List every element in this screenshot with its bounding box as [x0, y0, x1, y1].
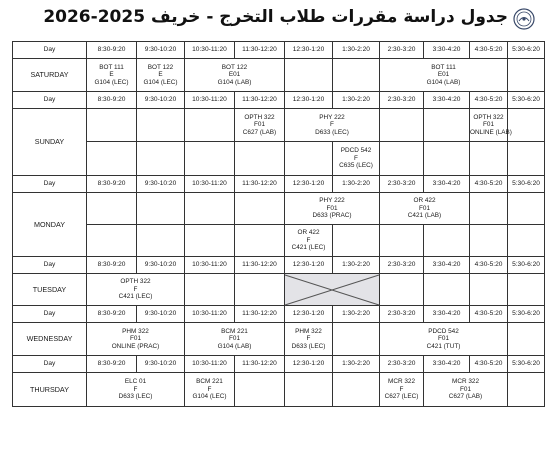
course-section: F: [330, 121, 334, 129]
empty-cell: [235, 225, 285, 257]
empty-cell: [380, 225, 424, 257]
course-code: ELC 01: [124, 378, 147, 386]
time-slot-header: 11:30-12:20: [235, 92, 285, 109]
course-section: F: [207, 385, 212, 393]
course-room: C627 (LAB): [242, 128, 277, 136]
empty-cell: [333, 373, 380, 407]
course-section: F: [133, 385, 138, 393]
empty-cell: [424, 225, 470, 257]
empty-cell: [508, 323, 545, 356]
empty-cell: [333, 323, 380, 356]
course-entry: [380, 323, 508, 356]
course-entry: [470, 109, 512, 142]
day-label-monday: MONDAY: [13, 193, 87, 257]
empty-cell: [424, 142, 470, 176]
time-slot-header: 4:30-5:20: [470, 306, 508, 323]
header-row: [13, 42, 545, 59]
empty-cell: [87, 142, 137, 176]
time-slot-header: 10:30-11:20: [185, 257, 235, 274]
time-slot-header: 9:30-10:20: [137, 306, 185, 323]
time-slot-header: 2:30-3:20: [380, 257, 424, 274]
course-room: C635 (LEC): [339, 162, 373, 170]
course-entry: [87, 59, 137, 92]
course-entry: [380, 373, 424, 407]
time-slot-header: 9:30-10:20: [137, 42, 185, 59]
header-day: Day: [13, 92, 87, 109]
course-room: C421 (LEC): [118, 293, 153, 301]
time-slot-header: 5:30-6:20: [508, 356, 545, 373]
empty-cell: [235, 193, 285, 225]
time-slot-header: 5:30-6:20: [508, 42, 545, 59]
time-slot-header: 2:30-3:20: [380, 42, 424, 59]
course-code: MCR 322: [452, 378, 479, 386]
empty-cell: [508, 59, 545, 92]
time-slot-header: 10:30-11:20: [185, 176, 235, 193]
course-code: BOT 122: [221, 63, 248, 71]
empty-cell: [508, 225, 545, 257]
time-slot-header: 3:30-4:20: [424, 92, 470, 109]
empty-cell: [508, 142, 545, 176]
course-room: D633 (LEC): [315, 128, 349, 136]
empty-cell: [185, 193, 235, 225]
course-code: BCM 221: [221, 327, 248, 335]
course-room: D633 (PRAC): [312, 212, 352, 220]
course-room: G104 (LAB): [217, 342, 252, 350]
course-entry: [380, 193, 470, 225]
day-label-saturday: SATURDAY: [13, 59, 87, 92]
empty-cell: [508, 193, 545, 225]
course-room: G104 (LEC): [192, 393, 227, 401]
time-slot-header: 1:30-2:20: [333, 176, 380, 193]
course-code: BCM 221: [196, 378, 223, 386]
empty-cell: [87, 225, 137, 257]
time-slot-header: 4:30-5:20: [470, 92, 508, 109]
time-slot-header: 8:30-9:20: [87, 176, 137, 193]
course-section: F: [354, 154, 358, 162]
course-section: F01: [253, 121, 265, 129]
time-slot-header: 4:30-5:20: [470, 257, 508, 274]
empty-cell: [470, 274, 508, 306]
course-section: F01: [418, 204, 430, 212]
course-section: E: [109, 71, 114, 79]
time-slot-header: 10:30-11:20: [185, 306, 235, 323]
time-slot-header: 12:30-1:20: [285, 42, 333, 59]
time-slot-header: 10:30-11:20: [185, 356, 235, 373]
empty-cell: [285, 373, 333, 407]
course-code: BOT 111: [99, 63, 124, 71]
course-code: MCR 322: [388, 378, 415, 386]
time-slot-header: 1:30-2:20: [333, 92, 380, 109]
course-entry: [285, 109, 380, 142]
time-slot-header: 8:30-9:20: [87, 42, 137, 59]
course-entry: [185, 323, 285, 356]
course-section: E01: [228, 71, 241, 79]
empty-cell: [470, 225, 508, 257]
course-room: C627 (LAB): [448, 393, 483, 401]
empty-cell: [285, 59, 333, 92]
time-slot-header: 12:30-1:20: [285, 176, 333, 193]
course-room: G104 (LEC): [94, 78, 129, 86]
course-entry: [87, 274, 185, 306]
header-row: [13, 176, 545, 193]
page-title: جدول دراسة مقررات طلاب التخرج - خريف 2025-2026: [43, 7, 508, 27]
empty-cell: [235, 373, 285, 407]
empty-cell: [137, 109, 185, 142]
day-label-wednesday: WEDNESDAY: [13, 323, 87, 356]
header-row: [13, 356, 545, 373]
empty-cell: [470, 193, 508, 225]
time-slot-header: 3:30-4:20: [424, 176, 470, 193]
time-slot-header: 12:30-1:20: [285, 92, 333, 109]
schedule-table: [12, 41, 545, 407]
empty-cell: [470, 142, 508, 176]
time-slot-header: 8:30-9:20: [87, 257, 137, 274]
course-section: F: [306, 236, 311, 244]
course-room: C421 (LEC): [291, 244, 326, 252]
day-label-thursday: THURSDAY: [13, 373, 87, 407]
course-entry: [137, 59, 185, 92]
header-day: Day: [13, 42, 87, 59]
course-section: F01: [326, 204, 338, 212]
course-room: C627 (LEC): [384, 393, 419, 401]
course-code: OPTH 322: [120, 278, 151, 286]
time-slot-header: 8:30-9:20: [87, 92, 137, 109]
empty-cell: [380, 142, 424, 176]
empty-cell: [380, 109, 424, 142]
empty-cell: [235, 142, 285, 176]
time-slot-header: 11:30-12:20: [235, 176, 285, 193]
time-slot-header: 11:30-12:20: [235, 306, 285, 323]
course-code: OPTH 322: [244, 113, 275, 121]
course-room: C421 (TUT): [426, 342, 461, 350]
header-row: [13, 92, 545, 109]
course-entry: [380, 59, 508, 92]
course-code: PHM 322: [122, 327, 149, 335]
course-room: G104 (LAB): [217, 78, 252, 86]
time-slot-header: 4:30-5:20: [470, 356, 508, 373]
time-slot-header: 1:30-2:20: [333, 356, 380, 373]
empty-cell: [185, 109, 235, 142]
course-entry: [87, 323, 185, 356]
course-entry: [285, 225, 333, 257]
empty-cell: [137, 225, 185, 257]
time-slot-header: 5:30-6:20: [508, 306, 545, 323]
course-code: BOT 122: [147, 63, 174, 71]
empty-cell: [137, 193, 185, 225]
header-day: Day: [13, 176, 87, 193]
course-section: F01: [459, 385, 471, 393]
blocked-slot: [285, 274, 380, 306]
course-entry: [285, 193, 380, 225]
empty-cell: [424, 109, 470, 142]
course-entry: [424, 373, 508, 407]
time-slot-header: 8:30-9:20: [87, 306, 137, 323]
cross-out-icon: [285, 275, 379, 305]
course-section: E: [158, 71, 163, 79]
course-section: F01: [437, 335, 449, 343]
empty-cell: [333, 225, 380, 257]
time-slot-header: 12:30-1:20: [285, 306, 333, 323]
time-slot-header: 9:30-10:20: [137, 92, 185, 109]
course-code: BOT 111: [431, 63, 456, 71]
course-room: ONLINE (LAB): [470, 128, 512, 136]
header-day: Day: [13, 306, 87, 323]
time-slot-header: 1:30-2:20: [333, 257, 380, 274]
university-seal-icon: [513, 8, 535, 30]
course-code: OPTH 322: [473, 113, 504, 121]
empty-cell: [87, 193, 137, 225]
time-slot-header: 3:30-4:20: [424, 257, 470, 274]
course-code: OR 422: [297, 229, 320, 237]
course-room: G104 (LAB): [426, 78, 461, 86]
course-entry: [235, 109, 285, 142]
course-entry: [185, 373, 235, 407]
empty-cell: [185, 225, 235, 257]
empty-cell: [508, 274, 545, 306]
course-section: F01: [129, 335, 141, 343]
course-section: F: [399, 385, 404, 393]
time-slot-header: 5:30-6:20: [508, 92, 545, 109]
day-label-sunday: SUNDAY: [13, 109, 87, 176]
time-slot-header: 3:30-4:20: [424, 306, 470, 323]
time-slot-header: 12:30-1:20: [285, 257, 333, 274]
header-row: [13, 306, 545, 323]
course-room: G104 (LEC): [143, 78, 178, 86]
time-slot-header: 5:30-6:20: [508, 257, 545, 274]
header-day: Day: [13, 356, 87, 373]
time-slot-header: 10:30-11:20: [185, 42, 235, 59]
time-slot-header: 2:30-3:20: [380, 176, 424, 193]
time-slot-header: 9:30-10:20: [137, 257, 185, 274]
empty-cell: [137, 142, 185, 176]
empty-cell: [235, 274, 285, 306]
empty-cell: [508, 109, 545, 142]
day-label-tuesday: TUESDAY: [13, 274, 87, 306]
empty-cell: [185, 142, 235, 176]
course-room: ONLINE (PRAC): [111, 342, 160, 350]
header-day: Day: [13, 257, 87, 274]
time-slot-header: 2:30-3:20: [380, 306, 424, 323]
course-room: C421 (LAB): [407, 212, 442, 220]
time-slot-header: 9:30-10:20: [137, 356, 185, 373]
course-section: F: [306, 335, 311, 343]
course-entry: [285, 323, 333, 356]
time-slot-header: 1:30-2:20: [333, 42, 380, 59]
time-slot-header: 4:30-5:20: [470, 42, 508, 59]
empty-cell: [333, 59, 380, 92]
header-row: [13, 257, 545, 274]
course-code: PHM 322: [295, 327, 322, 335]
course-entry: [185, 59, 285, 92]
time-slot-header: 4:30-5:20: [470, 176, 508, 193]
time-slot-header: 1:30-2:20: [333, 306, 380, 323]
time-slot-header: 2:30-3:20: [380, 356, 424, 373]
course-section: F01: [228, 335, 240, 343]
empty-cell: [87, 109, 137, 142]
time-slot-header: 2:30-3:20: [380, 92, 424, 109]
course-code: PDCD 542: [428, 327, 459, 335]
course-entry: [333, 142, 380, 176]
time-slot-header: 11:30-12:20: [235, 257, 285, 274]
course-code: PHY 222: [319, 113, 345, 121]
course-section: F: [133, 285, 138, 293]
course-room: D633 (LEC): [118, 393, 153, 401]
time-slot-header: 3:30-4:20: [424, 356, 470, 373]
time-slot-header: 12:30-1:20: [285, 356, 333, 373]
course-section: E01: [437, 71, 450, 79]
empty-cell: [380, 274, 424, 306]
title-bar: [0, 0, 558, 40]
time-slot-header: 10:30-11:20: [185, 92, 235, 109]
empty-cell: [285, 142, 333, 176]
empty-cell: [424, 274, 470, 306]
time-slot-header: 5:30-6:20: [508, 176, 545, 193]
course-code: OR 422: [413, 197, 436, 205]
course-section: F01: [482, 121, 494, 129]
course-code: PDCD 542: [340, 147, 372, 155]
time-slot-header: 9:30-10:20: [137, 176, 185, 193]
time-slot-header: 11:30-12:20: [235, 356, 285, 373]
course-code: PHY 222: [319, 197, 345, 205]
empty-cell: [508, 373, 545, 407]
time-slot-header: 3:30-4:20: [424, 42, 470, 59]
course-entry: [87, 373, 185, 407]
time-slot-header: 11:30-12:20: [235, 42, 285, 59]
course-room: D633 (LEC): [291, 342, 326, 350]
time-slot-header: 8:30-9:20: [87, 356, 137, 373]
empty-cell: [185, 274, 235, 306]
